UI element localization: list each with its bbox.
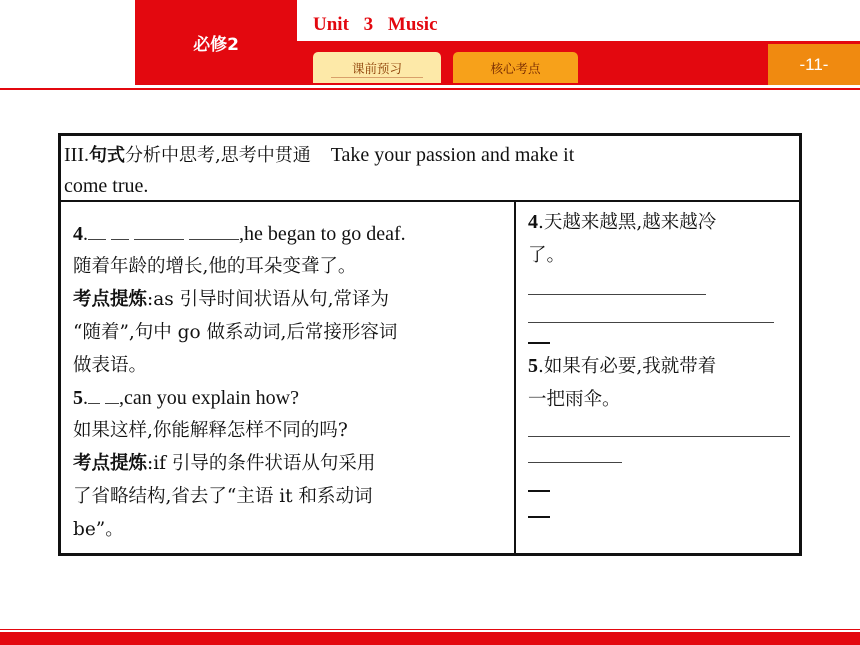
unit-title <box>313 14 438 36</box>
item5-sentence-end: can you explain how? <box>124 387 299 409</box>
item5-number: 5 <box>73 387 83 409</box>
footer-band <box>0 632 860 645</box>
blank[interactable] <box>189 221 239 240</box>
blank[interactable] <box>88 385 100 404</box>
blank[interactable] <box>111 221 129 240</box>
answer-dash[interactable] <box>528 490 550 492</box>
section-title: 分析中思考,思考中贯通 <box>124 145 311 166</box>
answer-line[interactable] <box>528 322 774 323</box>
item5-translation: 如果这样,你能解释怎样不同的吗? <box>73 420 348 441</box>
item4-sentence: 4. ,he began to go deaf. <box>73 223 406 245</box>
blank[interactable] <box>105 385 119 404</box>
item4-translation: 随着年龄的增长,他的耳朵变聋了。 <box>73 256 357 277</box>
item5-tip-line1: :if 引导的条件状语从句采用 <box>147 453 376 474</box>
answer-dash[interactable] <box>528 342 550 344</box>
tab-preview[interactable]: 课前预习 <box>313 52 441 83</box>
book-title: 必修2 <box>193 35 239 55</box>
section-header <box>61 136 799 202</box>
left-column <box>61 202 516 553</box>
answer-line[interactable] <box>528 462 622 463</box>
motto-line1: Take your passion and make it <box>330 144 575 166</box>
item5-sentence: 5. ,can you explain how? <box>73 387 299 409</box>
exercise-table <box>58 133 802 556</box>
answer-dash[interactable] <box>528 516 550 518</box>
answer-line[interactable] <box>528 294 706 295</box>
item4-number: 4 <box>73 223 83 245</box>
item4-tip-line1: :as 引导时间状语从句,常译为 <box>147 289 390 310</box>
section-roman: III. <box>64 144 89 166</box>
blank[interactable] <box>134 221 184 240</box>
answer-line[interactable] <box>528 436 790 437</box>
tab-key-points[interactable]: 核心考点 <box>453 52 578 83</box>
motto-line2: come true. <box>64 175 149 197</box>
r-item4-number: 4 <box>528 211 538 233</box>
item4-tip-line2: “随着”,句中 go 做系动词,后常接形容词 <box>73 322 398 343</box>
unit-label: Unit 3 <box>313 14 374 35</box>
footer-rule <box>0 629 860 630</box>
item5-tip-label: 考点提炼 <box>73 453 148 474</box>
r-item5-line1: .如果有必要,我就带着 <box>538 356 717 377</box>
r-item5-number: 5 <box>528 355 538 377</box>
item4-tip-label: 考点提炼 <box>73 289 148 310</box>
page-number: -11- <box>768 44 860 85</box>
section-title-bold: 句式 <box>88 145 125 166</box>
header-bottom-rule <box>0 88 860 90</box>
item5-tip-line3: be”。 <box>73 519 124 540</box>
r-item4-line1: .天越来越黑,越来越冷 <box>538 212 717 233</box>
blank[interactable] <box>88 221 106 240</box>
r-item5-line2: 一把雨伞。 <box>528 389 621 410</box>
r-item4-line2: 了。 <box>528 245 566 266</box>
item4-tip-line3: 做表语。 <box>73 355 148 376</box>
item5-tip-line2: 了省略结构,省去了“主语 it 和系动词 <box>73 486 373 507</box>
item4-sentence-end: he began to go deaf. <box>244 223 406 245</box>
right-column <box>516 202 799 553</box>
unit-topic: Music <box>387 14 438 35</box>
